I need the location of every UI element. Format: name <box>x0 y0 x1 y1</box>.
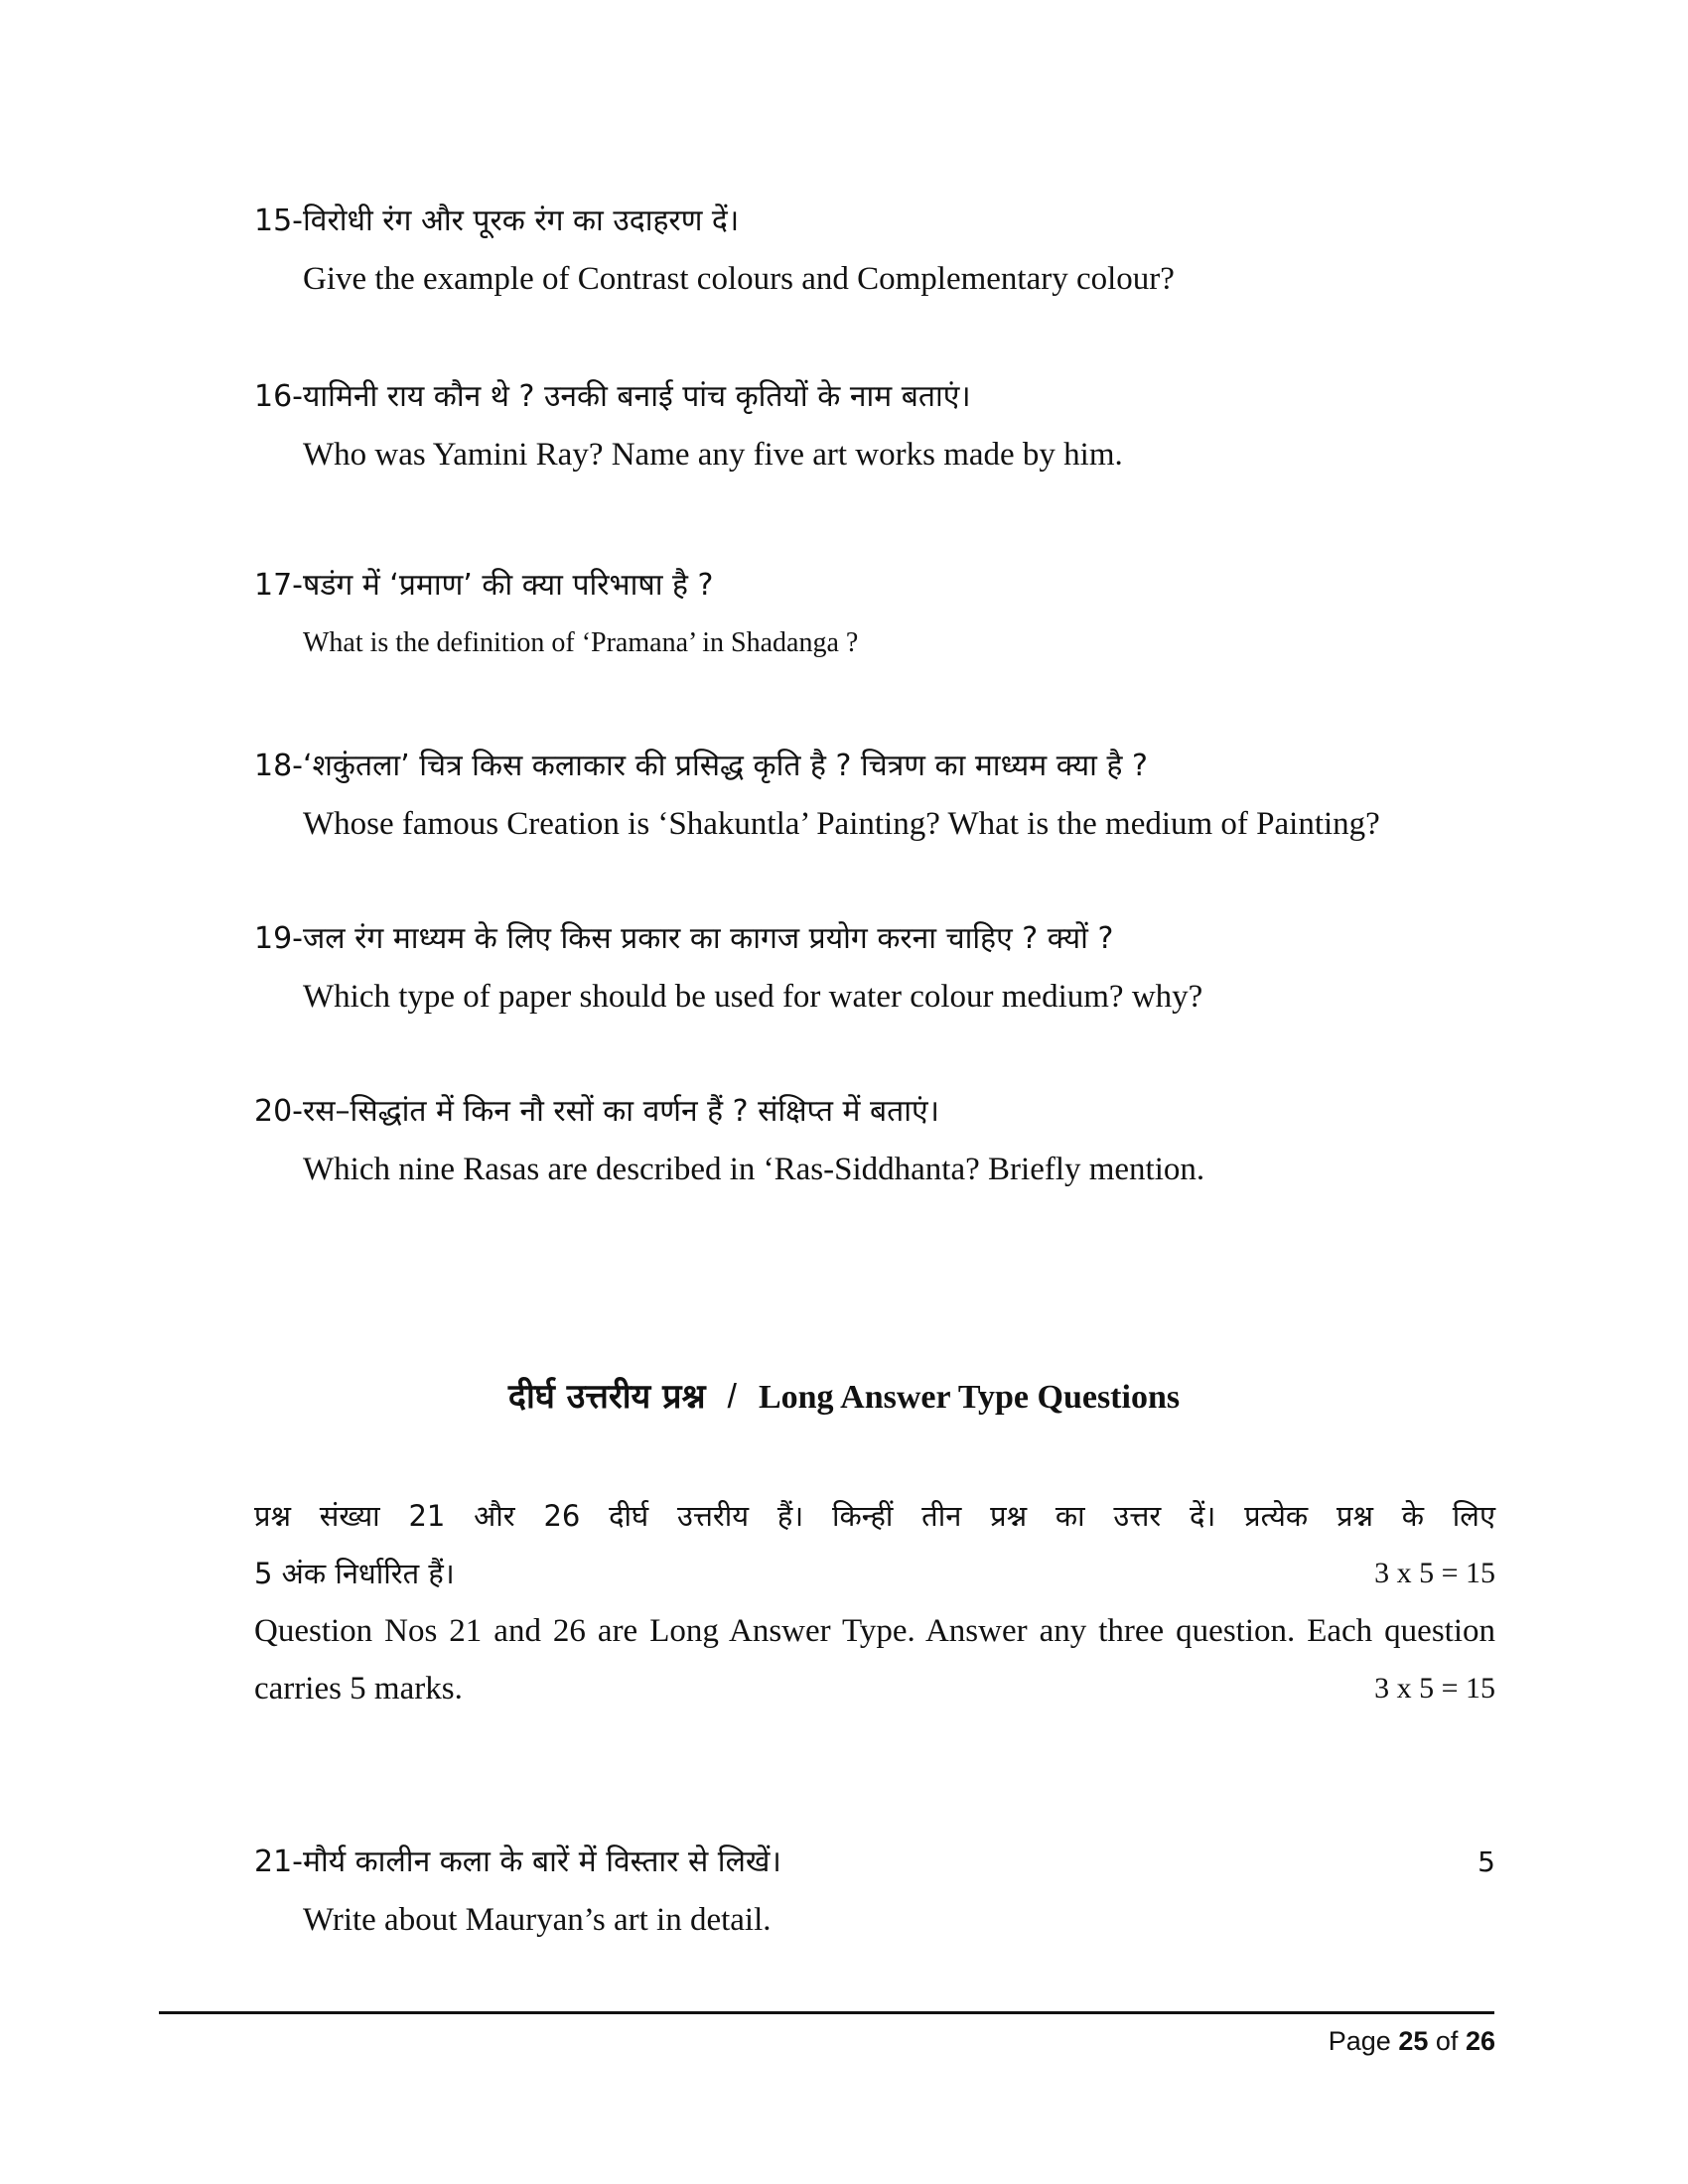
footer-divider <box>159 2011 1494 2014</box>
question-21-english: Write about Mauryan’s art in detail. <box>303 1902 772 1938</box>
question-17-hindi: 17-षडंग में ‘प्रमाण’ की क्या परिभाषा है ? <box>254 568 714 603</box>
question-18-english: Whose famous Creation is ‘Shakuntla’ Painting? What is the medium of Painting? <box>303 806 1380 842</box>
question-17 <box>254 566 1495 663</box>
question-19-english: Which type of paper should be used for water colour medium? why? <box>303 979 1203 1015</box>
section-heading <box>0 1375 1688 1420</box>
instructions-hindi-line-2 <box>254 1545 1495 1602</box>
question-20-hindi: 20-रस–सिद्धांत में किन नौ रसों का वर्णन हैं ? संक्षिप्त में बताएं। <box>254 1094 939 1129</box>
question-15 <box>254 202 1495 299</box>
section-heading-hindi: दीर्घ उत्तरीय प्रश्न <box>507 1377 706 1417</box>
footer-page-number: 25 <box>1398 2026 1429 2056</box>
question-19-hindi: 19-जल रंग माध्यम के लिए किस प्रकार का कागज प्रयोग करना चाहिए ? क्यों ? <box>254 921 1114 956</box>
question-15-hindi: 15-विरोधी रंग और पूरक रंग का उदाहरण दें। <box>254 204 740 238</box>
question-18 <box>254 747 1495 844</box>
question-20-english: Which nine Rasas are described in ‘Ras-Siddhanta? Briefly mention. <box>303 1152 1205 1187</box>
question-16-english: Who was Yamini Ray? Name any five art works made by him. <box>303 437 1123 473</box>
question-15-english: Give the example of Contrast colours and Complementary colour? <box>303 261 1175 297</box>
page-footer <box>1329 2023 1495 2059</box>
question-18-hindi: 18-‘शकुंतला’ चित्र किस कलाकार की प्रसिद्ध कृति है ? चित्रण का माध्यम क्या है ? <box>254 749 1148 783</box>
footer-of-label: of <box>1435 2026 1459 2056</box>
question-21-hindi: 21-मौर्य कालीन कला के बारें में विस्तार से लिखें। <box>254 1844 781 1879</box>
question-16-hindi: 16-यामिनी राय कौन थे ? उनकी बनाई पांच कृतियों के नाम बताएं। <box>254 379 971 414</box>
instructions-hindi-marks: 3 x 5 = 15 <box>1374 1557 1495 1589</box>
instructions-english-line-2-text: carries 5 marks. <box>254 1671 463 1706</box>
instructions-english-marks: 3 x 5 = 15 <box>1374 1672 1495 1705</box>
question-16 <box>254 377 1495 475</box>
instructions-english-line-2 <box>254 1660 1495 1717</box>
question-19 <box>254 919 1495 1017</box>
section-heading-separator: / <box>727 1378 737 1416</box>
question-20 <box>254 1092 1495 1189</box>
instructions-english-line-1: Question Nos 21 and 26 are Long Answer Type. Answer any three question. Each question <box>254 1613 1495 1649</box>
footer-page-label: Page <box>1328 2026 1391 2056</box>
section-instructions <box>254 1487 1495 1717</box>
instructions-hindi-line-2-text: 5 अंक निर्धारित हैं। <box>254 1557 455 1590</box>
section-heading-english: Long Answer Type Questions <box>758 1379 1181 1416</box>
instructions-hindi-line-1: प्रश्न संख्या 21 और 26 दीर्घ उत्तरीय हैं। किन्हीं तीन प्रश्न का उत्तर दें। प्रत्येक प्रश्न के लिए <box>254 1499 1495 1533</box>
question-21-marks: 5 <box>1477 1845 1495 1878</box>
question-17-english: What is the definition of ‘Pramana’ in Shadanga ? <box>303 627 859 658</box>
question-21 <box>254 1843 1495 1940</box>
footer-total-pages: 26 <box>1465 2026 1495 2056</box>
